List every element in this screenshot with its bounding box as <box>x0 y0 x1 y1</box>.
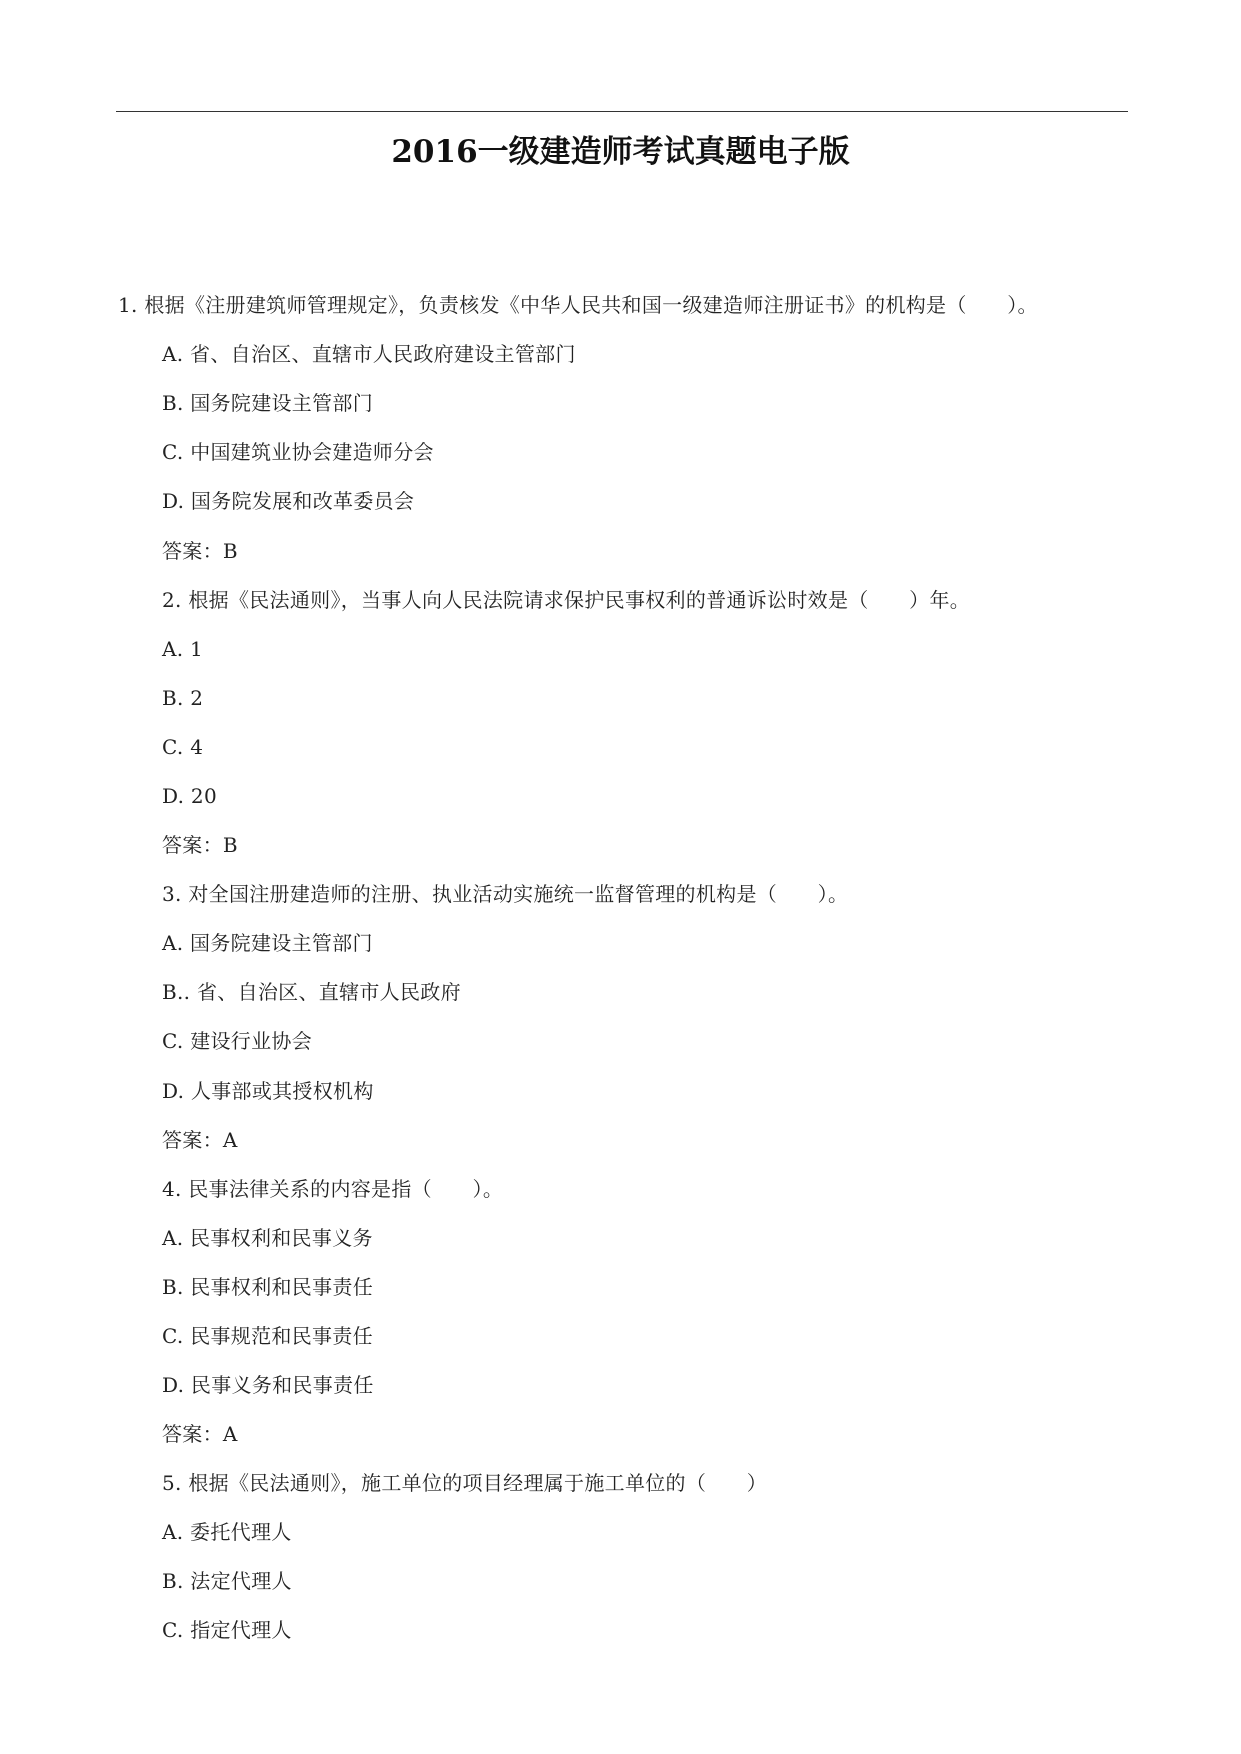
document-title: 2016一级建造师考试真题电子版 <box>391 134 850 170</box>
question-2-option-d: D. 20 <box>162 784 217 808</box>
question-4-option-b: B. 民事权利和民事责任 <box>162 1275 374 1299</box>
question-5-stem: 5. 根据《民法通则》，施工单位的项目经理属于施工单位的（ ） <box>162 1471 768 1495</box>
question-4-option-d: D. 民事义务和民事责任 <box>162 1373 374 1397</box>
question-1-stem: 1. 根据《注册建筑师管理规定》，负责核发《中华人民共和国一级建造师注册证书》的机构是（ ）。 <box>118 293 1038 317</box>
question-3-answer: 答案：A <box>162 1128 238 1152</box>
question-2-stem: 2. 根据《民法通则》，当事人向人民法院请求保护民事权利的普通诉讼时效是（ ）年。 <box>162 588 971 612</box>
question-2-option-b: B. 2 <box>162 686 204 710</box>
question-5-option-b: B. 法定代理人 <box>162 1569 292 1593</box>
header-rule <box>116 111 1128 112</box>
question-4-option-c: C. 民事规范和民事责任 <box>162 1324 373 1348</box>
question-1-option-b: B. 国务院建设主管部门 <box>162 391 374 415</box>
question-3-option-b: B.. 省、自治区、直辖市人民政府 <box>162 980 461 1004</box>
question-4-answer: 答案：A <box>162 1422 238 1446</box>
question-1-option-a: A. 省、自治区、直辖市人民政府建设主管部门 <box>162 342 576 366</box>
question-4-stem: 4. 民事法律关系的内容是指（ ）。 <box>162 1177 504 1201</box>
question-2-answer: 答案：B <box>162 833 238 857</box>
question-2-option-a: A. 1 <box>162 637 204 661</box>
question-1-option-c: C. 中国建筑业协会建造师分会 <box>162 440 434 464</box>
question-5-option-c: C. 指定代理人 <box>162 1618 292 1642</box>
question-3-option-d: D. 人事部或其授权机构 <box>162 1079 374 1103</box>
question-3-option-c: C. 建设行业协会 <box>162 1029 313 1053</box>
question-1-option-d: D. 国务院发展和改革委员会 <box>162 489 415 513</box>
question-2-option-c: C. 4 <box>162 735 204 759</box>
question-5-option-a: A. 委托代理人 <box>162 1520 292 1544</box>
question-3-stem: 3. 对全国注册建造师的注册、执业活动实施统一监督管理的机构是（ ）。 <box>162 882 849 906</box>
question-1-answer: 答案：B <box>162 539 238 563</box>
question-4-option-a: A. 民事权利和民事义务 <box>162 1226 373 1250</box>
question-3-option-a: A. 国务院建设主管部门 <box>162 931 373 955</box>
